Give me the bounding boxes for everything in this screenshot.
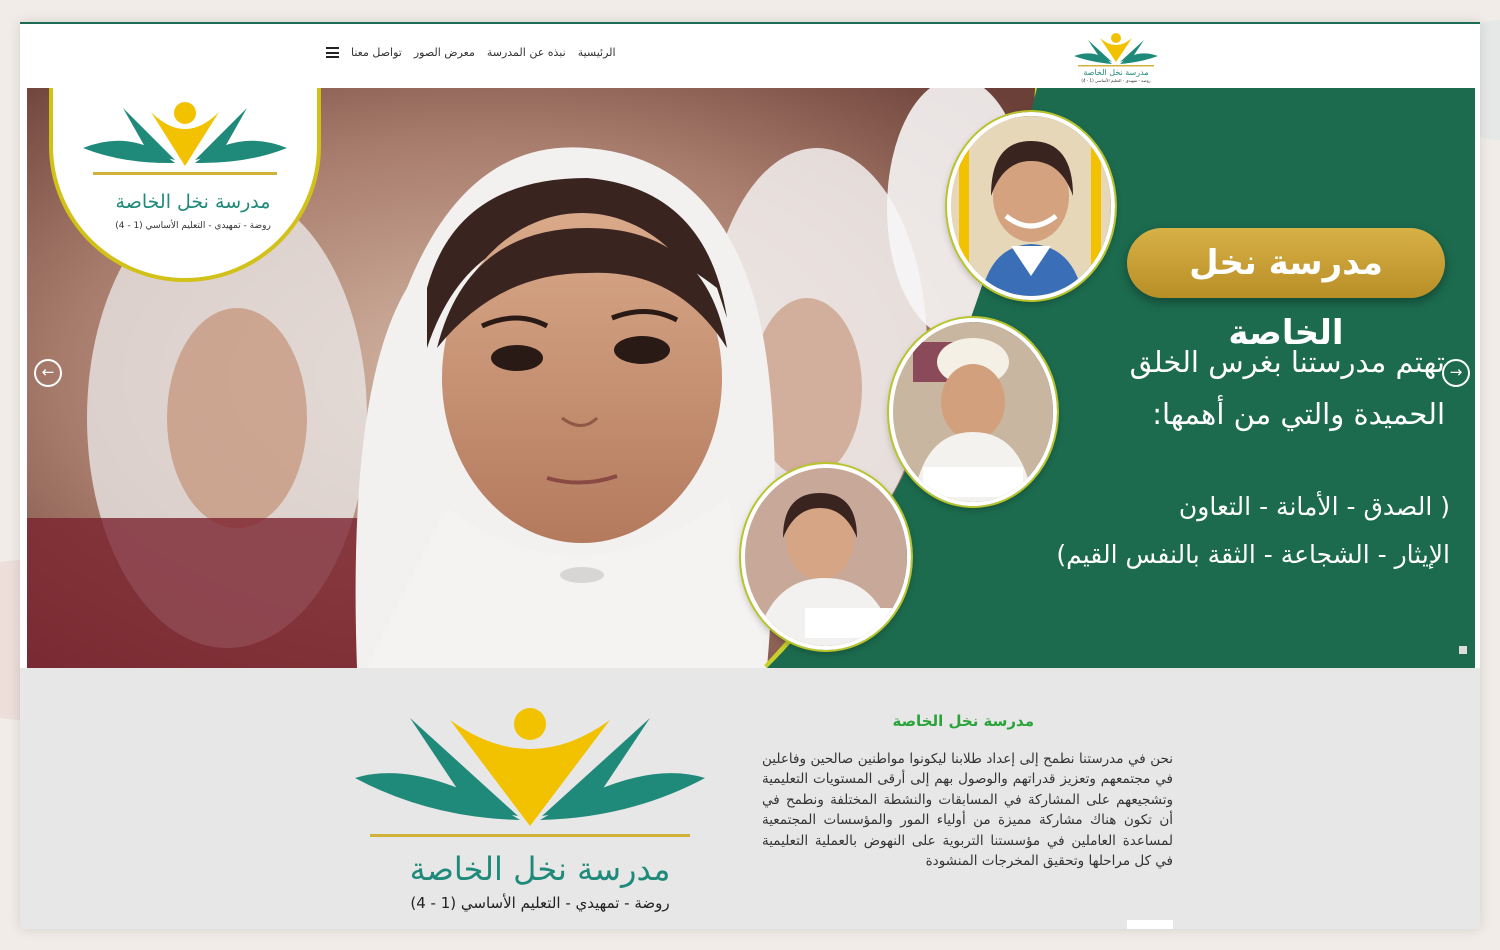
slider-dot[interactable] (1459, 646, 1467, 654)
read-more-button[interactable] (1127, 920, 1173, 929)
page-frame (20, 22, 1480, 929)
hero-slider (27, 88, 1475, 668)
slide-badge: مدرسة نخل الخاصة (1127, 228, 1445, 298)
student-photo-circle (947, 112, 1115, 300)
svg-text:روضة - تمهيدي - التعليم الأساس: روضة - تمهيدي - التعليم الأساسي (1 - 4) (115, 221, 271, 231)
student-photo-circle (741, 464, 911, 650)
slide-heading (1025, 336, 1445, 440)
slide-values-line: ( الصدق - الأمانة - التعاون (1178, 492, 1450, 521)
main-nav (326, 46, 616, 59)
about-logo (350, 708, 710, 918)
menu-icon[interactable] (326, 47, 339, 58)
next-slide-arrow-icon[interactable]: → (1442, 359, 1470, 387)
about-section (20, 668, 1480, 929)
slide-heading-line: تهتم مدرستنا بغرس الخلق (1129, 345, 1445, 379)
svg-text:روضة - تمهيدي - التعليم الأساس: روضة - تمهيدي - التعليم الأساسي (1 - 4) (410, 894, 670, 912)
slide-heading-line: الحميدة والتي من أهمها: (1152, 397, 1445, 431)
nav-gallery[interactable]: معرض الصور (413, 46, 475, 59)
svg-text:مدرسة نخل الخاصة: مدرسة نخل الخاصة (409, 850, 671, 888)
slide-values-line: الإيثار - الشجاعة - الثقة بالنفس القيم) (1056, 540, 1450, 569)
slide-values (990, 483, 1450, 579)
about-title: مدرسة نخل الخاصة (892, 712, 1034, 730)
svg-text:روضة - تمهيدي - التعليم الأساس: روضة - تمهيدي - التعليم الأساسي (1 - 4) (1081, 78, 1151, 83)
svg-text:مدرسة نخل الخاصة: مدرسة نخل الخاصة (1083, 68, 1149, 77)
about-text: نحن في مدرستنا نطمح إلى إعداد طلابنا ليكونوا مواطنين صالحين وفاعلين في مجتمعهم وتعزيز قدراتهم والوصول بهم إلى أرقى المستويات التعليمية وتشجيعهم على المشاركة في المسابقات والنشطة المختلفة ونطمح في أن تكون هناك مشاركة مميزة من أولياء المور والمؤسسات المجتمعية لمساعدة العاملين في مؤسستنا التربوية على النهوض بالعملية التعليمية في كل مراحلها وتحقيق المخرجات المنشودة (762, 751, 1173, 870)
header-logo[interactable] (1066, 28, 1166, 84)
svg-text:مدرسة نخل الخاصة: مدرسة نخل الخاصة (115, 191, 271, 213)
prev-slide-arrow-icon[interactable]: ← (34, 359, 62, 387)
nav-contact[interactable]: تواصل معنا (351, 46, 402, 59)
nav-about[interactable]: نبذه عن المدرسة (486, 46, 566, 59)
nav-home[interactable]: الرئيسية (577, 46, 616, 59)
site-header (20, 24, 1480, 86)
